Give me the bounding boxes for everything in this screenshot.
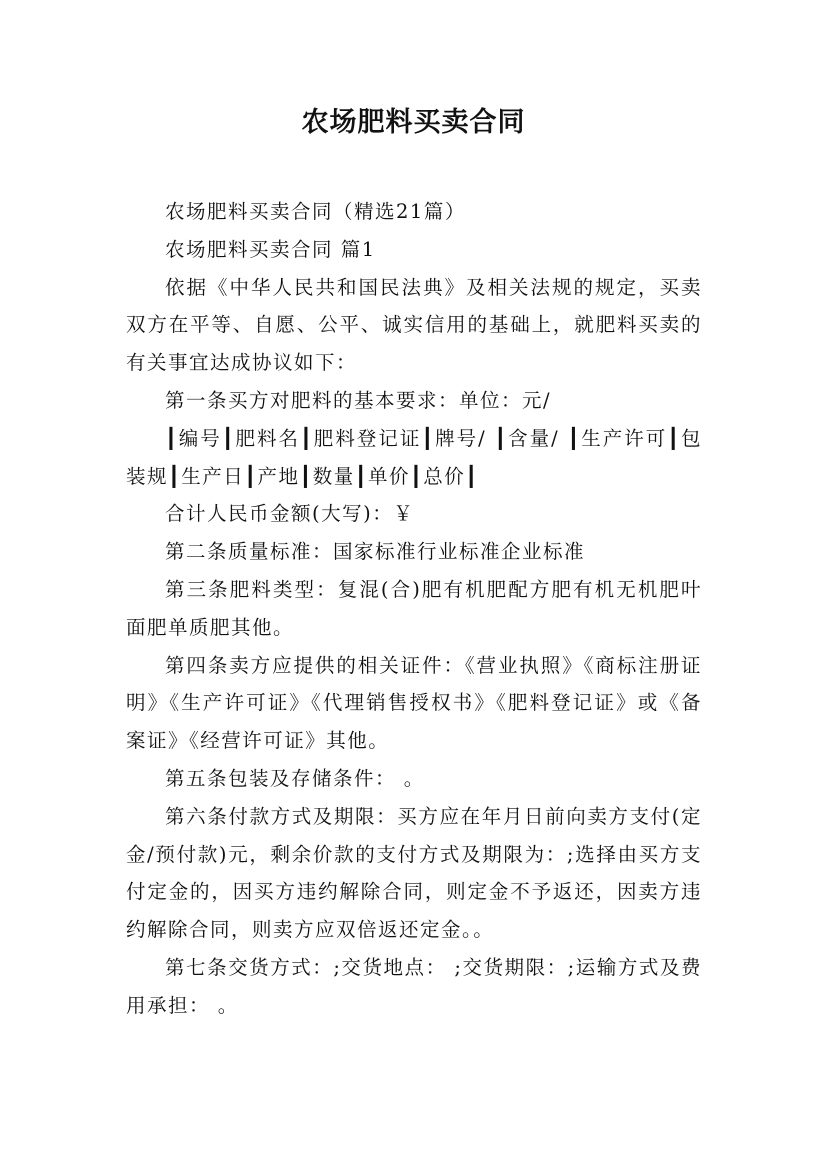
paragraph-article-3: 第三条肥料类型：复混(合)肥有机肥配方肥有机无机肥叶面肥单质肥其他。	[126, 577, 702, 639]
paragraph-preamble: 依据《中华人民共和国民法典》及相关法规的规定，买卖双方在平等、自愿、公平、诚实信用的基础上，就肥料买卖的有关事宜达成协议如下：	[126, 275, 702, 375]
document-body	[126, 193, 702, 1025]
paragraph-article-4: 第四条卖方应提供的相关证件：《营业执照》《商标注册证明》《生产许可证》《代理销售授权书》《肥料登记证》或《备案证》《经营许可证》其他。	[126, 653, 702, 753]
paragraph-subtitle: 农场肥料买卖合同（精选21篇）	[165, 200, 466, 223]
paragraph-article-1: 第一条买方对肥料的基本要求：单位：元/	[165, 388, 552, 412]
paragraph-article-6: 第六条付款方式及期限：买方应在年月日前向卖方支付(定金/预付款)元，剩余价款的支付方式及期限为：;选择由买方支付定金的，因买方违约解除合同，则定金不予返还，因卖方违约解除合同，则卖方应双倍返还定金。。	[126, 804, 702, 942]
paragraph-article-7: 第七条交货方式：;交货地点： ;交货期限：;运输方式及费用承担： 。	[126, 955, 702, 1017]
document-title: 农场肥料买卖合同	[301, 107, 526, 138]
paragraph-article-2: 第二条质量标准：国家标准行业标准企业标准	[165, 540, 586, 564]
paragraph-total-amount: 合计人民币金额(大写)：￥	[165, 502, 415, 526]
paragraph-section-heading: 农场肥料买卖合同 篇1	[165, 237, 376, 261]
paragraph-article-5: 第五条包装及存储条件： 。	[165, 766, 425, 790]
paragraph-table-header: ┃编号┃肥料名┃肥料登记证┃牌号/ ┃含量/ ┃生产许可┃包装规┃生产日┃产地┃数量┃单价┃总价┃	[126, 426, 702, 488]
